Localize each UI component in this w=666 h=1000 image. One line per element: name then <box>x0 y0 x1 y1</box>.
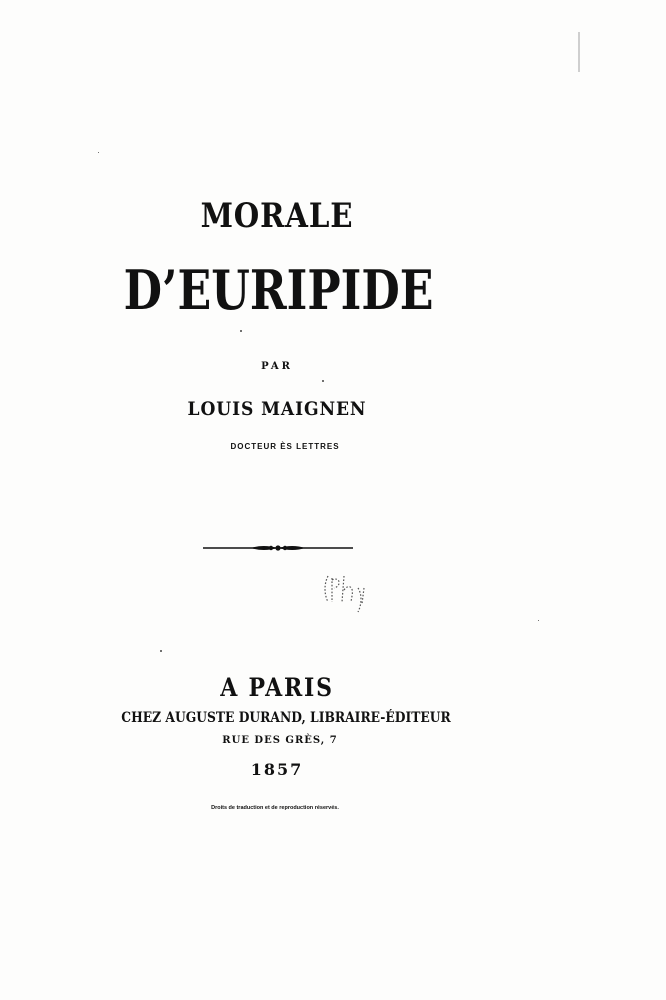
title-line-1: MORALE <box>200 196 354 236</box>
ornamental-rule <box>203 540 353 556</box>
publication-place: A PARIS <box>220 673 334 702</box>
page-edge-mark <box>578 32 580 72</box>
publisher: CHEZ AUGUSTE DURAND, LIBRAIRE-ÉDITEUR <box>121 710 451 726</box>
title-line-2: D’EURIPIDE <box>123 258 434 322</box>
by-label: PAR <box>261 361 293 372</box>
speck <box>98 152 99 153</box>
author-degree: DOCTEUR ÈS LETTRES <box>230 442 340 451</box>
publisher-address: RUE DES GRÈS, 7 <box>222 735 338 746</box>
author-name: LOUIS MAIGNEN <box>187 398 367 420</box>
speck <box>240 330 242 332</box>
library-stamp <box>318 568 378 618</box>
speck <box>160 650 162 652</box>
rights-notice: Droits de traduction et de reproduction réservés. <box>211 805 339 811</box>
publication-year: 1857 <box>250 760 304 779</box>
speck <box>322 380 324 382</box>
speck <box>538 620 539 621</box>
